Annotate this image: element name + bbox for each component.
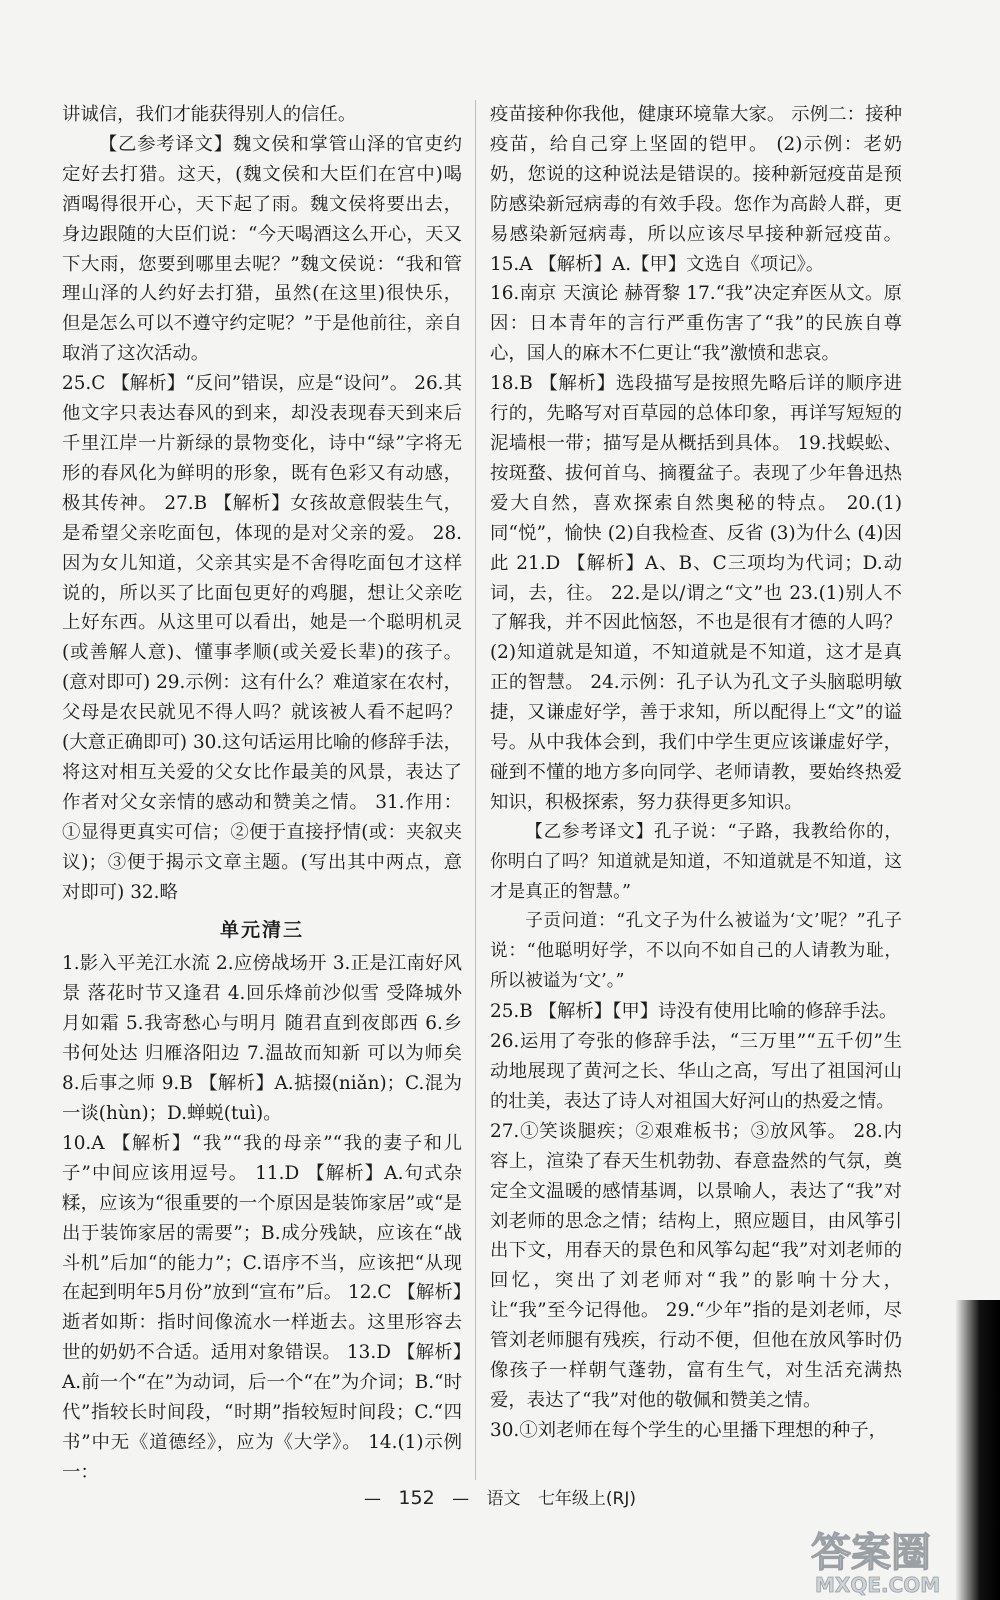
answer-paragraph: 27.①笑谈腿疾；②艰难板书；③放风筝。 28.内容上，渲染了春天生机勃勃、春意盎然的气氛，奠定全文温暖的感情基调，以景喻人，表达了“我”对刘老师的思念之情；结构上，照应题目，由风筝引出下文，用春天的景色和风筝勾起“我”对刘老师的回忆，突出了刘老师对“我”的影响十分大，让“我”至今记得他。 29.“少年”指的是刘老师，尽管刘老师腿有残疾，行动不便，但他在放风筝时仍像孩子一样朝气蓬勃，富有生气，对生活充满热爱，表达了“我”对他的敬佩和赞美之情。 — [490, 1120, 902, 1411]
footer-dash: — — [364, 1489, 381, 1509]
answer-paragraph: 讲诚信，我们才能获得别人的信任。 — [62, 104, 357, 125]
page-footer — [0, 1484, 1000, 1509]
footer-grade: 七年级上(RJ) — [537, 1489, 636, 1509]
answer-paragraph: 30.①刘老师在每个学生的心里播下理想的种子， — [490, 1419, 888, 1441]
answer-paragraph: 疫苗接种你我他，健康环境靠大家。 示例二：接种疫苗，给自己穿上坚固的铠甲。 (2)示例：老奶奶，您说的这种说法是错误的。接种新冠疫苗是预防感染新冠病毒的有效手段。您作为高龄人群，更易感染新冠病毒，所以应该尽早接种新冠疫苗。 15.A 【解析】A.【甲】文选自《项记》。 — [490, 104, 902, 275]
footer-subject: 语文 — [486, 1489, 521, 1509]
watermark-url: MXQE.COM — [815, 1573, 941, 1597]
answer-paragraph: 18.B 【解析】选段描写是按照先略后详的顺序进行的，先略写对百草园的总体印象，再详写短短的泥墙根一带；描写是从概括到具体。 19.找蜈蚣、按斑蝥、拔何首乌、摘覆盆子。表现了少年鲁迅热爱大自然，喜欢探索自然奥秘的特点。 20.(1)同“悦”，愉快 (2)自我检查、反省 (3)为什么 (4)因此 21.D 【解析】A、B、C三项均为代词；D.动词，去，往。 22.是以/谓之“文”也 23.(1)别人不了解我，并不因此恼怒，不也是很有才德的人吗？ (2)知道就是知道，不知道就是不知道，这才是真正的智慧。 24.示例：孔子认为孔文子头脑聪明敏捷，又谦虚好学，善于求知，所以配得上“文”的谥号。从中我体会到，我们中学生更应该谦虚好学，碰到不懂的地方多向同学、老师请教，要始终热爱知识，积极探索，努力获得更多知识。 — [490, 373, 902, 813]
answer-paragraph: 10.A 【解析】“我”“我的母亲”“我的妻子和儿子”中间应该用逗号。 11.D 【解析】A.句式杂糅，应该为“很重要的一个原因是装饰家居”或“是出于装饰家居的需要”；B.成分残缺，应该在“战斗机”后加“的能力”；C.语序不当，应该把“从现在起到明年5月份”放到“宣布”后。 12.C 【解析】逝者如斯：指时间像流水一样逝去。这里形容去世的奶奶不合适。适用对象错误。 13.D 【解析】A.前一个“在”为动词，后一个“在”为介词；B.“时代”指较长时间段，“时期”指较短时间段；C.“四书”中无《道德经》，应为《大学》。 14.(1)示例一： — [62, 1132, 462, 1483]
translation-paragraph: 子贡问道：“孔文子为什么被谥为‘文’呢？”孔子说：“他聪明好学，不以向不如自己的人请教为耻，所以被谥为‘文’。” — [490, 911, 902, 992]
answer-paragraph: 16.南京 天演论 赫胥黎 17.“我”决定弃医从文。原因：日本青年的言行严重伤害了“我”的民族自尊心，国人的麻木不仁更让“我”激愤和悲哀。 — [490, 283, 902, 365]
watermark-text: 答案圈 — [811, 1530, 931, 1576]
translation-paragraph: 【乙参考译文】孔子说：“子路，我教给你的，你明白了吗？知道就是知道，不知道就是不知道，这才是真正的智慧。” — [490, 821, 902, 902]
answer-paragraph: 25.B 【解析】【甲】诗没有使用比喻的修辞手法。 — [490, 1001, 898, 1023]
answer-paragraph: 1.影入平羌江水流 2.应傍战场开 3.正是江南好风景 落花时节又逢君 4.回乐烽前沙似雪 受降城外月如霜 5.我寄愁心与明月 随君直到夜郎西 6.乡书何处达 归雁洛阳边 7.温故而知新 可以为师矣 8.后事之师 9.B 【解析】A.掂掇(niǎn)；C.混为一谈(hùn)；D.蝉蜕(tuì)。 — [62, 953, 462, 1124]
watermark-logo — [805, 1520, 995, 1598]
unit-title: 单元清三 — [219, 919, 304, 942]
right-column — [490, 100, 902, 1446]
footer-dash: — — [452, 1489, 470, 1509]
answer-paragraph: 26.运用了夸张的修辞手法，“三万里”“五千仞”生动地展现了黄河之长、华山之高，写出了祖国河山的壮美，表达了诗人对祖国大好河山的热爱之情。 — [490, 1031, 902, 1112]
page-number: 152 — [398, 1487, 435, 1509]
left-column — [62, 100, 462, 1488]
column-divider — [475, 100, 476, 1480]
answer-paragraph: 25.C 【解析】“反问”错误，应是“设问”。 26.其他文字只表达春风的到来，却没表现春天到来后千里江岸一片新绿的景物变化，诗中“绿”字将无形的春风化为鲜明的形象，既有色彩又有动感，极其传神。 27.B 【解析】女孩故意假装生气，是希望父亲吃面包，体现的是对父亲的爱。 28.因为女儿知道，父亲其实是不舍得吃面包才这样说的，所以买了比面包更好的鸡腿，想让父亲吃上好东西。从这里可以看出，她是一个聪明机灵(或善解人意)、懂事孝顺(或关爱长辈)的孩子。(意对即可) 29.示例：这有什么？难道家在农村，父母是农民就见不得人吗？就该被人看不起吗？(大意正确即可) 30.这句话运用比喻的修辞手法，将这对相互关爱的父女比作最美的风景，表达了作者对父女亲情的感动和赞美之情。 31.作用：①显得更真实可信；②便于直接抒情(或：夹叙夹议)；③便于揭示文章主题。(写出其中两点，意对即可) 32.略 — [62, 373, 462, 903]
translation-paragraph: 【乙参考译文】魏文侯和掌管山泽的官吏约定好去打猎。这天，(魏文侯和大臣们在宫中)喝酒喝得很开心，天下起了雨。魏文侯将要出去，身边跟随的大臣们说：“今天喝酒这么开心，天又下大雨，您要到哪里去呢？”魏文侯说：“我和管理山泽的人约好去打猎，虽然(在这里)很快乐，但是怎么可以不遵守约定呢？”于是他前往，亲自取消了这次活动。 — [62, 133, 462, 365]
